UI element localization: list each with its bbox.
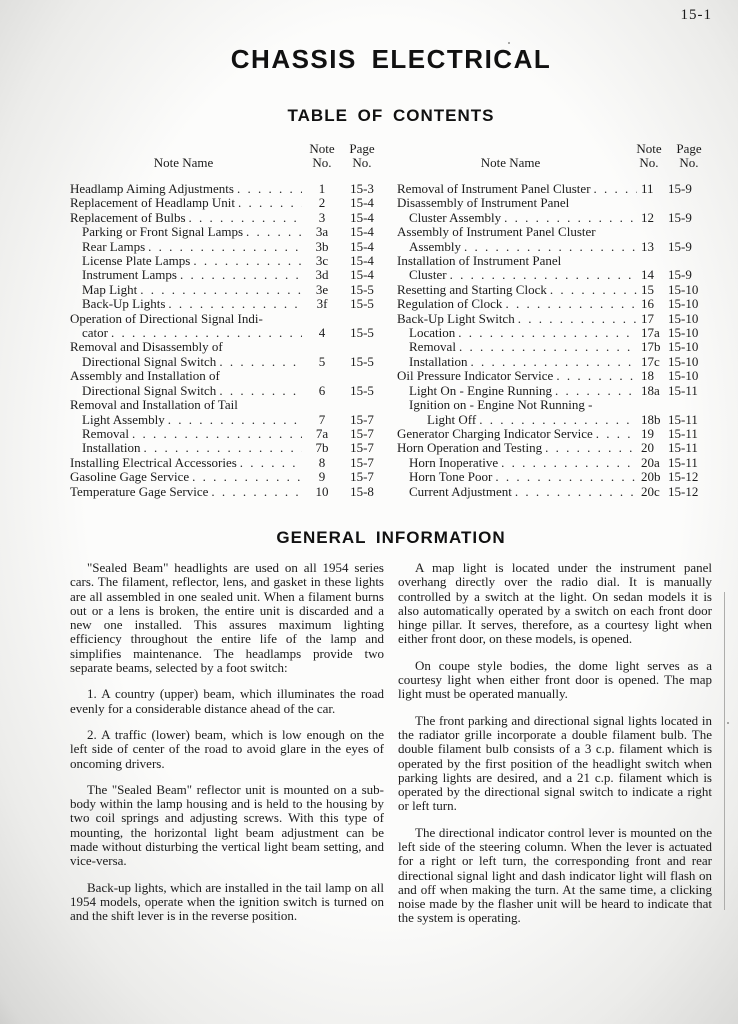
toc-entry-page-number: 15-9 [668, 209, 692, 225]
toc-entry [397, 384, 712, 398]
toc-entry-name: Temperature Gage Service [70, 483, 209, 499]
toc-entry-note-number: 20c [641, 483, 660, 499]
toc-entry-page-number: 15-4 [350, 253, 374, 269]
dot-leader [148, 240, 302, 254]
dot-leader [495, 470, 637, 484]
toc-entry [70, 283, 385, 297]
toc-entry-name: Directional Signal Switch [82, 353, 217, 369]
toc-title: TABLE OF CONTENTS [287, 106, 495, 125]
toc-entry-note-number [640, 398, 668, 412]
page-no-header [666, 142, 712, 169]
dot-leader [238, 196, 302, 210]
dot-leader [595, 398, 637, 412]
page-no-header-line1: Page [349, 141, 375, 156]
toc-entry-note-number: 17a [641, 325, 660, 341]
toc-entry-note-number: 8 [318, 454, 326, 470]
dot-leader [241, 398, 302, 412]
paragraph: 1. A country (upper) beam, which illuminates the road evenly for a considerable distance ahead of the car. [70, 686, 384, 716]
toc-entry-page-number: 15-10 [668, 325, 699, 341]
toc-entry-note-number: 9 [318, 469, 326, 485]
dot-leader [501, 456, 637, 470]
toc-entry-name: Horn Tone Poor [409, 469, 493, 485]
dot-leader [189, 211, 302, 225]
toc-entry-page-number: 15-12 [668, 483, 699, 499]
toc-entry-page-number: 15-12 [668, 469, 699, 485]
toc-entry [70, 384, 385, 398]
dot-leader [564, 254, 637, 268]
general-information-body [70, 561, 712, 938]
paragraph: "Sealed Beam" headlights are used on all 1954 series cars. The filament, reflector, lens, and gasket in these lights are all assembled in one sealed unit. When a filament burns out or a lens is broken, the entire unit is discarded and a new one installed. This assures maximum lighting efficiency throughout the entire life of the lamp and simplifies maintenance. The headlamps provide two separate beams, selected by a foot switch: [70, 559, 384, 676]
toc-entry [70, 355, 385, 369]
toc-entry-note-number: 2 [318, 195, 326, 211]
paragraph: A map light is located under the instrument panel overhang directly over the radio dial. It is manually controlled by a switch at the light. On sedan models it is also automatically operated by a switch on each front door hinge pillar. It serves, therefore, as a courtesy light when either front door, on these models, is opened. [398, 559, 712, 647]
toc-entry [397, 326, 712, 340]
dot-leader [545, 441, 637, 455]
toc-entry-note-number: 3f [316, 296, 328, 312]
dot-leader [450, 268, 637, 282]
toc-entry-name: Instrument Lamps [82, 267, 177, 283]
toc-entry-note-number [305, 369, 339, 383]
note-name-header: Note Name [153, 154, 214, 170]
toc-entry-name: Oil Pressure Indicator Service [397, 368, 554, 384]
toc-entry-name: cator [82, 325, 108, 341]
toc-entry-page-number [668, 254, 712, 268]
toc-entry-page-number: 15-5 [350, 296, 374, 312]
toc-entry-name: Cluster Assembly [409, 209, 502, 225]
toc-entry-page-number [339, 312, 385, 326]
dot-leader [479, 413, 637, 427]
toc-entry [70, 268, 385, 282]
dot-leader [193, 254, 302, 268]
toc-entry-name: Location [409, 325, 456, 341]
toc-entry-page-number: 15-11 [668, 454, 698, 470]
dot-leader [459, 340, 637, 354]
scan-artifact-speck [508, 42, 510, 44]
dot-leader [111, 326, 302, 340]
toc-entry-note-number: 7 [318, 411, 326, 427]
toc-entry-note-number: 20a [641, 454, 660, 470]
note-no-header-line2: No. [312, 154, 332, 170]
toc-header-right [397, 142, 712, 169]
toc-entry [70, 340, 385, 354]
toc-entry-note-number [640, 254, 668, 268]
dot-leader [240, 456, 302, 470]
toc-entry-note-number [640, 196, 668, 210]
toc-entry-note-number: 7b [315, 440, 329, 456]
toc-entry-page-number: 15-3 [350, 181, 374, 196]
toc-entry-note-number: 18b [641, 411, 661, 427]
toc-entry-page-number: 15-10 [668, 353, 699, 369]
toc-entry-page-number: 15-9 [668, 181, 692, 196]
toc-column-left [70, 142, 385, 499]
toc-entry [397, 470, 712, 484]
toc-entry-name: Back-Up Lights [82, 296, 166, 312]
toc-entry-name: Parking or Front Signal Lamps [82, 224, 244, 240]
toc-entry [70, 456, 385, 470]
toc-entry-note-number: 3a [315, 224, 329, 240]
toc-entry [70, 182, 385, 196]
toc-entry-note-number [305, 398, 339, 412]
page-no-header-line2: No. [352, 154, 372, 170]
table-of-contents [70, 142, 712, 499]
note-name-header: Note Name [480, 154, 541, 170]
dot-leader [599, 225, 637, 239]
toc-entry [397, 211, 712, 225]
toc-entry [397, 268, 712, 282]
toc-entry-page-number [339, 369, 385, 383]
dot-leader [132, 427, 302, 441]
toc-entry [70, 398, 385, 412]
dot-leader [144, 441, 303, 455]
dot-leader [515, 485, 637, 499]
toc-entry [70, 196, 385, 210]
toc-entry-name: Removal of Instrument Panel Cluster [397, 181, 591, 196]
scan-artifact-line [724, 592, 725, 910]
toc-entry [70, 211, 385, 225]
toc-entry [70, 470, 385, 484]
toc-entry-page-number: 15-11 [668, 411, 698, 427]
toc-entry [397, 254, 712, 268]
toc-entry-name: Assembly and Installation of [70, 368, 220, 384]
toc-entry-page-number: 15-9 [668, 238, 692, 254]
toc-entry-page-number: 15-8 [350, 483, 374, 499]
toc-entry-page-number: 15-4 [350, 238, 374, 254]
toc-entry-page-number [668, 225, 712, 239]
toc-entry [397, 225, 712, 239]
toc-entry-note-number: 4 [318, 325, 326, 341]
dot-leader [140, 283, 302, 297]
toc-entry [397, 441, 712, 455]
toc-entry-note-number: 5 [318, 353, 326, 369]
dot-leader [458, 326, 637, 340]
toc-entry-page-number [339, 340, 385, 354]
toc-entry-name: Directional Signal Switch [82, 382, 217, 398]
toc-entry-name: Disassembly of Instrument Panel [397, 195, 570, 211]
dot-leader [168, 297, 302, 311]
toc-entry-name: Installation [409, 353, 468, 369]
toc-entry-page-number [339, 398, 385, 412]
toc-entry-name: Assembly of Instrument Panel Cluster [397, 224, 596, 240]
toc-entry [70, 441, 385, 455]
toc-entry-note-number: 17 [641, 310, 654, 326]
toc-entry-note-number: 19 [641, 425, 654, 441]
dot-leader [226, 340, 302, 354]
toc-entry [70, 240, 385, 254]
dot-leader [596, 427, 637, 441]
toc-column-right [397, 142, 712, 499]
toc-entry-name: Regulation of Clock [397, 296, 503, 312]
toc-entry-name: Installing Electrical Accessories [70, 454, 237, 470]
dot-leader [550, 283, 637, 297]
toc-entry [70, 369, 385, 383]
toc-header-left [70, 142, 385, 169]
toc-entry [397, 427, 712, 441]
toc-entry-note-number [305, 312, 339, 326]
toc-entry [70, 254, 385, 268]
toc-entry-note-number: 14 [641, 267, 654, 283]
toc-entry-page-number: 15-5 [350, 353, 374, 369]
toc-entry-name: Rear Lamps [82, 238, 146, 254]
toc-entry-page-number: 15-7 [350, 454, 374, 470]
toc-entry-page-number: 15-5 [350, 382, 374, 398]
toc-entry-name: Horn Inoperative [409, 454, 499, 470]
toc-entry [397, 182, 712, 196]
dot-leader [518, 312, 637, 326]
toc-entry-note-number: 12 [641, 209, 654, 225]
toc-entry-name: Replacement of Headlamp Unit [70, 195, 235, 211]
paragraph: The front parking and directional signal lights located in the radiator grille incorporate a double filament bulb. The double filament bulb consists of a 3 c.p. filament which is operated by the first position of the headlight switch when parking lights are desired, and a 21 c.p. filament which is operated by the directional signal switch to indicate a right or left turn. [398, 712, 712, 814]
toc-entry-page-number: 15-10 [668, 296, 699, 312]
toc-entry-name: Installation [82, 440, 141, 456]
paragraph: The "Sealed Beam" reflector unit is mounted on a sub-body within the lamp housing and is held to the housing by two coil springs and adjusting screws. With this type of mounting, the horizontal light beam adjustment can be made without disturbing the vertical light beam setting, and vice-versa. [70, 781, 384, 869]
toc-entry-page-number: 15-4 [350, 267, 374, 283]
toc-entry-note-number: 20b [641, 469, 661, 485]
toc-entry-note-number: 20 [641, 440, 654, 456]
page-number: 15-1 [680, 7, 712, 23]
dot-leader [464, 240, 637, 254]
toc-entry [397, 312, 712, 326]
toc-entry [397, 240, 712, 254]
toc-entry-name: Back-Up Light Switch [397, 310, 515, 326]
paragraph: On coupe style bodies, the dome light serves as a courtesy light when either front door is opened. The map light must be operated manually. [398, 657, 712, 702]
dot-leader [237, 182, 302, 196]
toc-entry-name: Operation of Directional Signal Indi- [70, 310, 263, 326]
toc-entry-note-number: 13 [641, 238, 654, 254]
toc-entry-name: License Plate Lamps [82, 253, 191, 269]
dot-leader [504, 211, 637, 225]
toc-entry-page-number: 15-10 [668, 339, 699, 355]
page-title: CHASSIS ELECTRICAL [230, 44, 552, 74]
toc-entry-note-number [305, 340, 339, 354]
general-information-title: GENERAL INFORMATION [276, 527, 506, 547]
dot-leader [223, 369, 302, 383]
toc-entry-note-number: 11 [641, 181, 654, 196]
dot-leader [219, 384, 302, 398]
note-no-header-line1: Note [636, 141, 662, 156]
dot-leader [219, 355, 302, 369]
toc-entry [397, 485, 712, 499]
toc-entry-name: Gasoline Gage Service [70, 469, 190, 485]
toc-entry-name: Removal and Disassembly of [70, 339, 223, 355]
toc-entry [70, 427, 385, 441]
toc-entry-name: Removal and Installation of Tail [70, 397, 238, 413]
toc-entry-name: Map Light [82, 281, 138, 297]
toc-entry-note-number: 6 [318, 382, 326, 398]
toc-entry-note-number: 18 [641, 368, 654, 384]
paragraph: The directional indicator control lever is mounted on the left side of the steering column. When the lever is actuated for a right or left turn, the corresponding front and rear directional signal light and dash indicator light will flash on and off when making the turn. At the same time, a clicking noise made by the flasher unit will be heard to indicate that the system is operating. [398, 824, 712, 926]
scan-artifact-speck [727, 722, 729, 724]
toc-entry-note-number: 1 [318, 181, 326, 196]
toc-entry-note-number: 15 [641, 281, 654, 297]
toc-entry-note-number: 17b [641, 339, 661, 355]
toc-entry-note-number: 16 [641, 296, 654, 312]
toc-entry [70, 413, 385, 427]
dot-leader [594, 182, 637, 196]
toc-entry [397, 340, 712, 354]
toc-entry [70, 326, 385, 340]
toc-entry-page-number: 15-4 [350, 195, 374, 211]
toc-entry-page-number: 15-5 [350, 281, 374, 297]
dot-leader [555, 384, 637, 398]
toc-entry-name: Ignition on - Engine Not Running - [409, 397, 593, 413]
toc-entry-note-number [640, 225, 668, 239]
paragraph: Back-up lights, which are installed in the tail lamp on all 1954 models, operate when the ignition switch is turned on and the shift lever is in the reverse position. [70, 879, 384, 924]
toc-entry [397, 196, 712, 210]
toc-entry-note-number: 7a [315, 425, 329, 441]
toc-entry-page-number: 15-7 [350, 469, 374, 485]
toc-entry [397, 413, 712, 427]
page-no-header-line1: Page [676, 141, 702, 156]
note-no-header-line1: Note [309, 141, 335, 156]
dot-leader [192, 470, 302, 484]
toc-entry-name: Current Adjustment [409, 483, 512, 499]
toc-entry [70, 485, 385, 499]
toc-entry-page-number [668, 196, 712, 210]
toc-entry-page-number: 15-11 [668, 425, 698, 441]
note-no-header-line2: No. [639, 154, 659, 170]
toc-entry-name: Light Off [427, 411, 477, 427]
dot-leader [180, 268, 302, 282]
toc-entry-note-number: 3b [315, 238, 329, 254]
note-no-header [632, 142, 666, 169]
toc-entry-name: Replacement of Bulbs [70, 209, 186, 225]
text-column-left [70, 561, 384, 938]
toc-entry [70, 225, 385, 239]
toc-entry-note-number: 3c [315, 253, 329, 269]
toc-entry-note-number: 3d [315, 267, 329, 283]
toc-entry-name: Headlamp Aiming Adjustments [70, 181, 234, 196]
toc-entry-name: Assembly [409, 238, 461, 254]
toc-entry-page-number: 15-7 [350, 425, 374, 441]
toc-entry-page-number: 15-5 [350, 325, 374, 341]
toc-entry-page-number: 15-4 [350, 209, 374, 225]
toc-entry-page-number: 15-10 [668, 310, 699, 326]
dot-leader [572, 196, 637, 210]
toc-entry-note-number: 10 [315, 483, 329, 499]
toc-entry-name: Removal [409, 339, 456, 355]
toc-entry-name: Horn Operation and Testing [397, 440, 543, 456]
toc-entry-name: Removal [82, 425, 129, 441]
text-column-right [398, 561, 712, 938]
toc-entry-page-number: 15-9 [668, 267, 692, 283]
paragraph: 2. A traffic (lower) beam, which is low enough on the left side of center of the road to avoid glare in the eyes of oncoming drivers. [70, 726, 384, 771]
dot-leader [168, 413, 302, 427]
toc-entry [397, 355, 712, 369]
toc-entry-note-number: 18a [641, 382, 660, 398]
toc-entry [397, 456, 712, 470]
toc-entry [397, 369, 712, 383]
dot-leader [505, 297, 637, 311]
dot-leader [266, 312, 302, 326]
page-no-header-line2: No. [679, 154, 699, 170]
dot-leader [556, 369, 637, 383]
toc-entry [397, 297, 712, 311]
note-no-header [305, 142, 339, 169]
toc-entry-page-number [668, 398, 712, 412]
toc-entry-note-number: 3 [318, 209, 326, 225]
toc-entry-page-number: 15-7 [350, 411, 374, 427]
toc-entry-page-number: 15-4 [350, 224, 374, 240]
toc-entry-note-number: 17c [641, 353, 660, 369]
toc-entry-page-number: 15-7 [350, 440, 374, 456]
toc-entry-name: Light Assembly [82, 411, 165, 427]
toc-entry [397, 398, 712, 412]
dot-leader [211, 485, 302, 499]
toc-entry-name: Light On - Engine Running [409, 382, 552, 398]
toc-entry-name: Installation of Instrument Panel [397, 253, 562, 269]
dot-leader [246, 225, 302, 239]
toc-entry-note-number: 3e [315, 281, 329, 297]
toc-entry [397, 283, 712, 297]
toc-entry-page-number: 15-11 [668, 440, 698, 456]
page-no-header [339, 142, 385, 169]
toc-entry [70, 312, 385, 326]
toc-entry-name: Generator Charging Indicator Service [397, 425, 593, 441]
toc-entry-page-number: 15-10 [668, 281, 699, 297]
toc-entry-page-number: 15-11 [668, 382, 698, 398]
toc-entry-name: Cluster [409, 267, 447, 283]
dot-leader [471, 355, 638, 369]
toc-entry [70, 297, 385, 311]
toc-entry-name: Resetting and Starting Clock [397, 281, 547, 297]
toc-entry-page-number: 15-10 [668, 368, 699, 384]
